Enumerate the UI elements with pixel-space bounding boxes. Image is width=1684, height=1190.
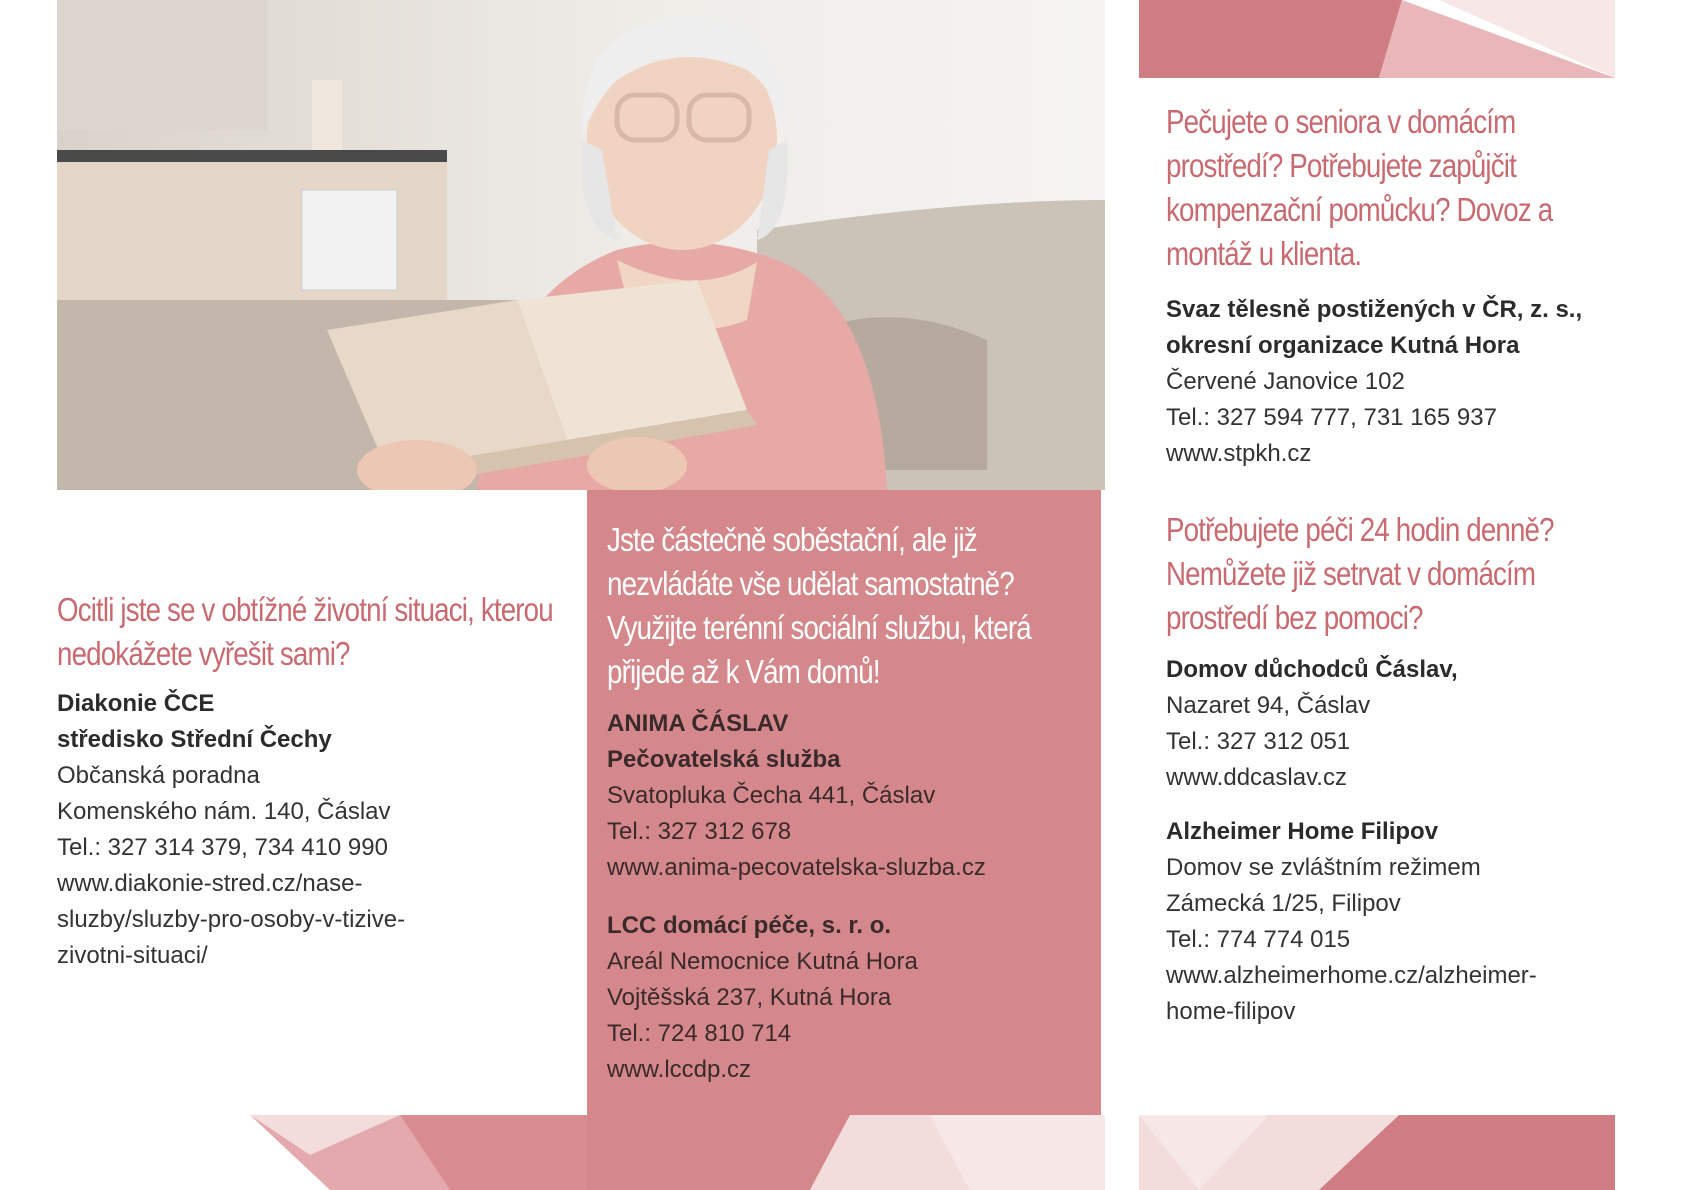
left-column xyxy=(57,588,577,996)
stp-sub: okresní organizace Kutná Hora xyxy=(1166,332,1520,359)
diakonie-entry xyxy=(57,686,577,974)
diakonie-web-link-2[interactable]: sluzby/sluzby-pro-osoby-v-tizive- xyxy=(57,906,406,933)
alzheimer-web-link-2[interactable]: home-filipov xyxy=(1166,998,1296,1025)
right-column xyxy=(1166,100,1636,1052)
right-top-heading: Pečujete o seniora v domácím prostředí? Potřebujete zapůjčit kompenzační pomůcku? Dovoz a montáž u klienta. xyxy=(1166,103,1553,272)
photo-elderly-woman-reading xyxy=(57,0,1105,490)
left-heading: Ocitli jste se v obtížné životní situaci, kterou nedokážete vyřešit sami? xyxy=(57,591,553,672)
diakonie-sub: středisko Střední Čechy xyxy=(57,726,332,753)
alzheimer-web-link-1[interactable]: www.alzheimerhome.cz/alzheimer- xyxy=(1166,962,1537,989)
anima-address: Svatopluka Čecha 441, Čáslav xyxy=(607,782,936,809)
middle-heading: Jste částečně soběstační, ale již nezvládáte vše udělat samostatně? Využijte terénní sociální službu, která přijede až k Vám domů! xyxy=(607,521,1031,690)
right-bottom-heading: Potřebujete péči 24 hodin denně? Nemůžete již setrvat v domácím prostředí bez pomoci? xyxy=(1166,511,1554,636)
dd-caslav-phone: Tel.: 327 312 051 xyxy=(1166,728,1351,755)
diakonie-web-link-3[interactable]: zivotni-situaci/ xyxy=(57,942,208,969)
elderly-woman-reading-icon xyxy=(57,0,1105,490)
lcc-phone: Tel.: 724 810 714 xyxy=(607,1020,792,1047)
lcc-address: Vojtěšská 237, Kutná Hora xyxy=(607,984,892,1011)
diakonie-line-1: Občanská poradna xyxy=(57,762,260,789)
top-decoration xyxy=(1139,0,1615,78)
dd-caslav-web-link[interactable]: www.ddcaslav.cz xyxy=(1166,764,1347,791)
middle-panel xyxy=(587,490,1101,1120)
diakonie-name: Diakonie ČCE xyxy=(57,690,215,717)
anima-web-link[interactable]: www.anima-pecovatelska-sluzba.cz xyxy=(607,854,986,881)
dd-caslav-name: Domov důchodců Čáslav, xyxy=(1166,656,1458,683)
stp-address: Červené Janovice 102 xyxy=(1166,368,1405,395)
stp-entry xyxy=(1166,292,1636,472)
stp-phone: Tel.: 327 594 777, 731 165 937 xyxy=(1166,404,1497,431)
lcc-web-link[interactable]: www.lccdp.cz xyxy=(607,1056,752,1083)
stp-web-link[interactable]: www.stpkh.cz xyxy=(1166,440,1312,467)
bottom-decoration-left xyxy=(250,1115,1105,1190)
lcc-name: LCC domácí péče, s. r. o. xyxy=(607,912,892,939)
alzheimer-entry xyxy=(1166,814,1636,1030)
middle-column xyxy=(607,518,1107,1110)
anima-entry xyxy=(607,706,1107,886)
diakonie-address: Komenského nám. 140, Čáslav xyxy=(57,798,391,825)
stp-name: Svaz tělesně postižených v ČR, z. s., xyxy=(1166,296,1583,323)
alzheimer-address: Zámecká 1/25, Filipov xyxy=(1166,890,1401,917)
alzheimer-phone: Tel.: 774 774 015 xyxy=(1166,926,1351,953)
dd-caslav-address: Nazaret 94, Čáslav xyxy=(1166,692,1371,719)
alzheimer-name: Alzheimer Home Filipov xyxy=(1166,818,1439,845)
diakonie-phone: Tel.: 327 314 379, 734 410 990 xyxy=(57,834,388,861)
alzheimer-line-1: Domov se zvláštním režimem xyxy=(1166,854,1481,881)
dd-caslav-entry xyxy=(1166,652,1636,796)
bottom-decoration-right xyxy=(1139,1115,1615,1190)
anima-name: ANIMA ČÁSLAV xyxy=(607,710,789,737)
anima-phone: Tel.: 327 312 678 xyxy=(607,818,792,845)
lcc-entry xyxy=(607,908,1107,1088)
lcc-line-1: Areál Nemocnice Kutná Hora xyxy=(607,948,918,975)
anima-sub: Pečovatelská služba xyxy=(607,746,841,773)
diakonie-web-link-1[interactable]: www.diakonie-stred.cz/nase- xyxy=(57,870,363,897)
